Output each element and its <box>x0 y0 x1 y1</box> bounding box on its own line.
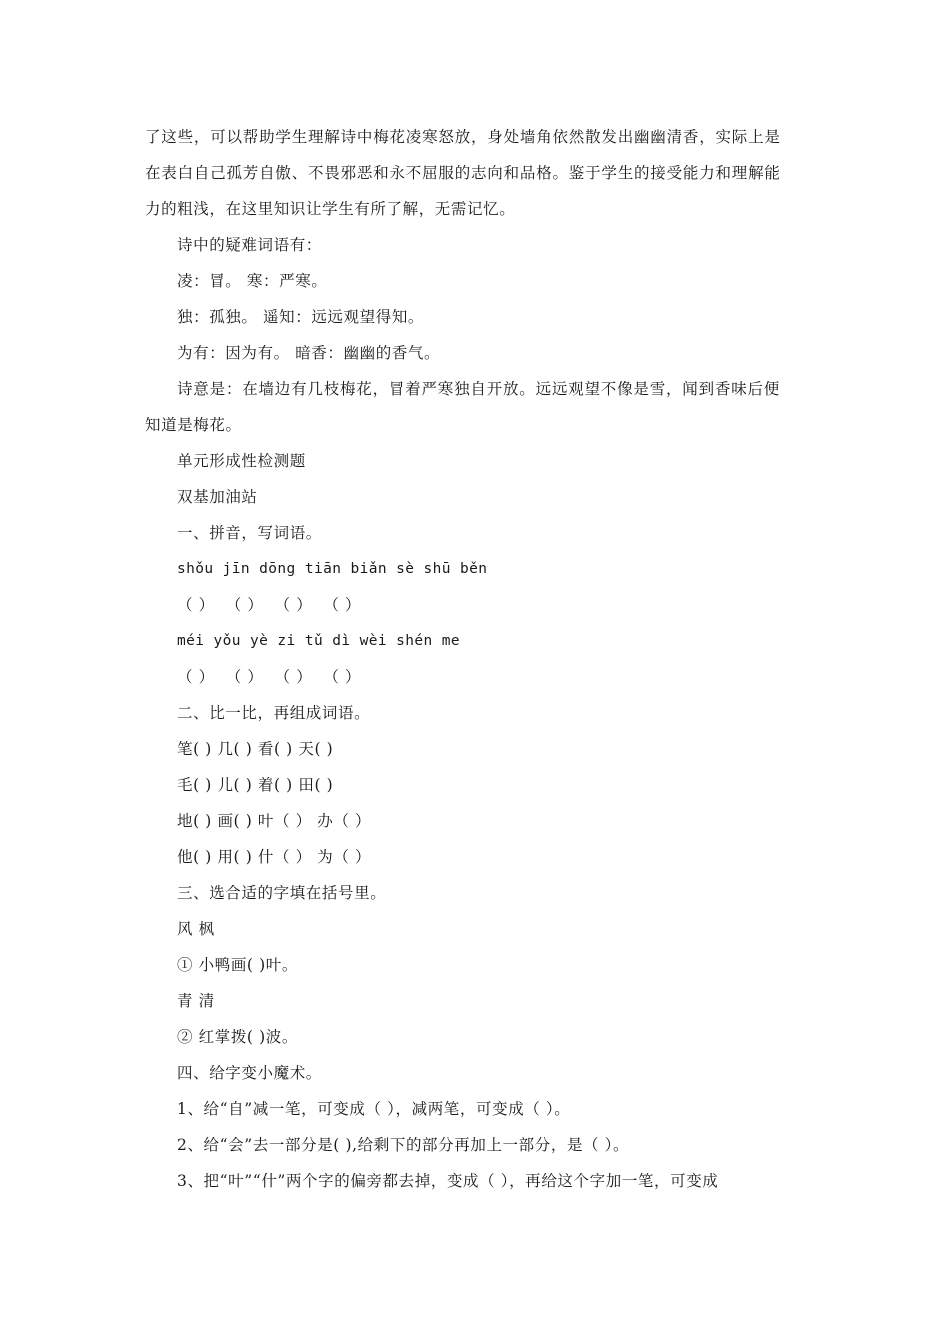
magic-item: 2、给“会”去一部分是( ),给剩下的部分再加上一部分，是（ ）。 <box>177 1136 630 1154</box>
poem-meaning-line: 诗意是：在墙边有几枝梅花，冒着严寒独自开放。远远观望不像是雪，闻到香味后便 <box>177 380 781 398</box>
magic-item: 1、给“自”减一笔，可变成（ ），减两笔，可变成（ ）。 <box>177 1100 571 1118</box>
pinyin-row: shǒu jīn dōng tiān biǎn sè shū běn <box>177 561 488 577</box>
choice-options: 青 清 <box>177 992 215 1010</box>
word-definition-line: 凌：冒。 寒：严寒。 <box>177 272 328 290</box>
poem-meaning-line: 知道是梅花。 <box>145 416 242 434</box>
document-page <box>145 119 810 1199</box>
question-2-title: 二、比一比，再组成词语。 <box>177 704 371 722</box>
word-definition-line: 独：孤独。 遥知：远远观望得知。 <box>177 308 425 326</box>
paragraph-line: 了这些，可以帮助学生理解诗中梅花凌寒怒放，身处墙角依然散发出幽幽清香，实际上是 <box>145 128 781 146</box>
compare-row: 毛( ) 儿( ) 着( ) 田( ) <box>177 776 334 794</box>
difficult-words-heading: 诗中的疑难词语有： <box>177 236 322 254</box>
blank-row: （ ） （ ） （ ） （ ） <box>177 596 362 614</box>
question-4-title: 四、给字变小魔术。 <box>177 1064 322 1082</box>
question-1-title: 一、拼音，写词语。 <box>177 524 322 542</box>
compare-row: 笔( ) 几( ) 看( ) 天( ) <box>177 740 334 758</box>
blank-row: （ ） （ ） （ ） （ ） <box>177 668 362 686</box>
choice-item: ① 小鸭画( )叶。 <box>177 956 298 974</box>
test-subtitle: 双基加油站 <box>177 488 258 506</box>
choice-item: ② 红掌拨( )波。 <box>177 1028 298 1046</box>
test-title: 单元形成性检测题 <box>177 452 306 470</box>
paragraph-line: 在表白自己孤芳自傲、不畏邪恶和永不屈服的志向和品格。鉴于学生的接受能力和理解能 <box>145 164 781 182</box>
choice-options: 风 枫 <box>177 920 215 938</box>
compare-row: 地( ) 画( ) 叶（ ） 办（ ） <box>177 812 372 830</box>
compare-row: 他( ) 用( ) 什（ ） 为（ ） <box>177 848 372 866</box>
magic-item: 3、把“叶”“什”两个字的偏旁都去掉，变成（ ），再给这个字加一笔，可变成 <box>177 1172 719 1190</box>
question-3-title: 三、选合适的字填在括号里。 <box>177 884 387 902</box>
word-definition-line: 为有：因为有。 暗香：幽幽的香气。 <box>177 344 441 362</box>
pinyin-row: méi yǒu yè zi tǔ dì wèi shén me <box>177 633 461 649</box>
paragraph-line: 力的粗浅，在这里知识让学生有所了解，无需记忆。 <box>145 200 516 218</box>
